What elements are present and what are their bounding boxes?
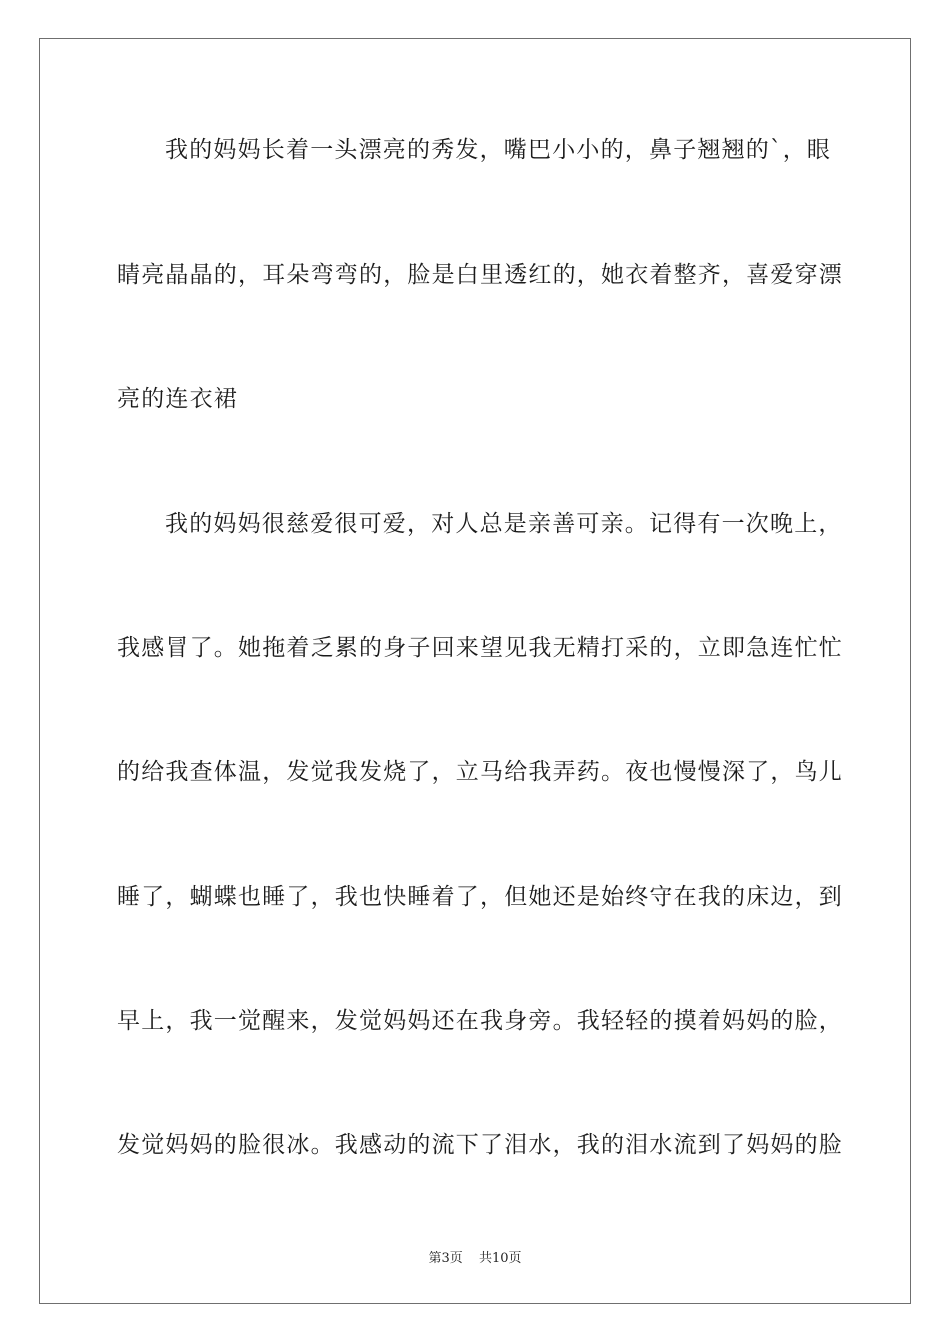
paragraph-2-line-1: 我的妈妈很慈爱很可爱，对人总是亲善可亲。记得有一次晚上，	[165, 511, 843, 537]
paragraph-1-line-1: 我的妈妈长着一头漂亮的秀发，嘴巴小小的，鼻子翘翘的`，眼	[165, 137, 832, 163]
page-total: 共10页	[478, 1251, 522, 1266]
page-border	[39, 38, 911, 1304]
paragraph-2-line-5: 早上，我一觉醒来，发觉妈妈还在我身旁。我轻轻的摸着妈妈的脸，	[117, 1008, 843, 1034]
paragraph-2-line-4: 睡了，蝴蝶也睡了，我也快睡着了，但她还是始终守在我的床边，到	[117, 884, 843, 910]
paragraph-1-line-3: 亮的连衣裙	[117, 386, 238, 412]
paragraph-2-line-6: 发觉妈妈的脸很冰。我感动的流下了泪水，我的泪水流到了妈妈的脸	[117, 1132, 843, 1158]
page-footer	[0, 1247, 950, 1266]
page-number: 第3页	[428, 1251, 463, 1266]
paragraph-1-line-2: 睛亮晶晶的，耳朵弯弯的，脸是白里透红的，她衣着整齐，喜爱穿漂	[117, 262, 843, 288]
paragraph-2-line-2: 我感冒了。她拖着乏累的身子回来望见我无精打采的，立即急连忙忙	[117, 635, 843, 661]
paragraph-2-line-3: 的给我查体温，发觉我发烧了，立马给我弄药。夜也慢慢深了，鸟儿	[117, 759, 843, 785]
